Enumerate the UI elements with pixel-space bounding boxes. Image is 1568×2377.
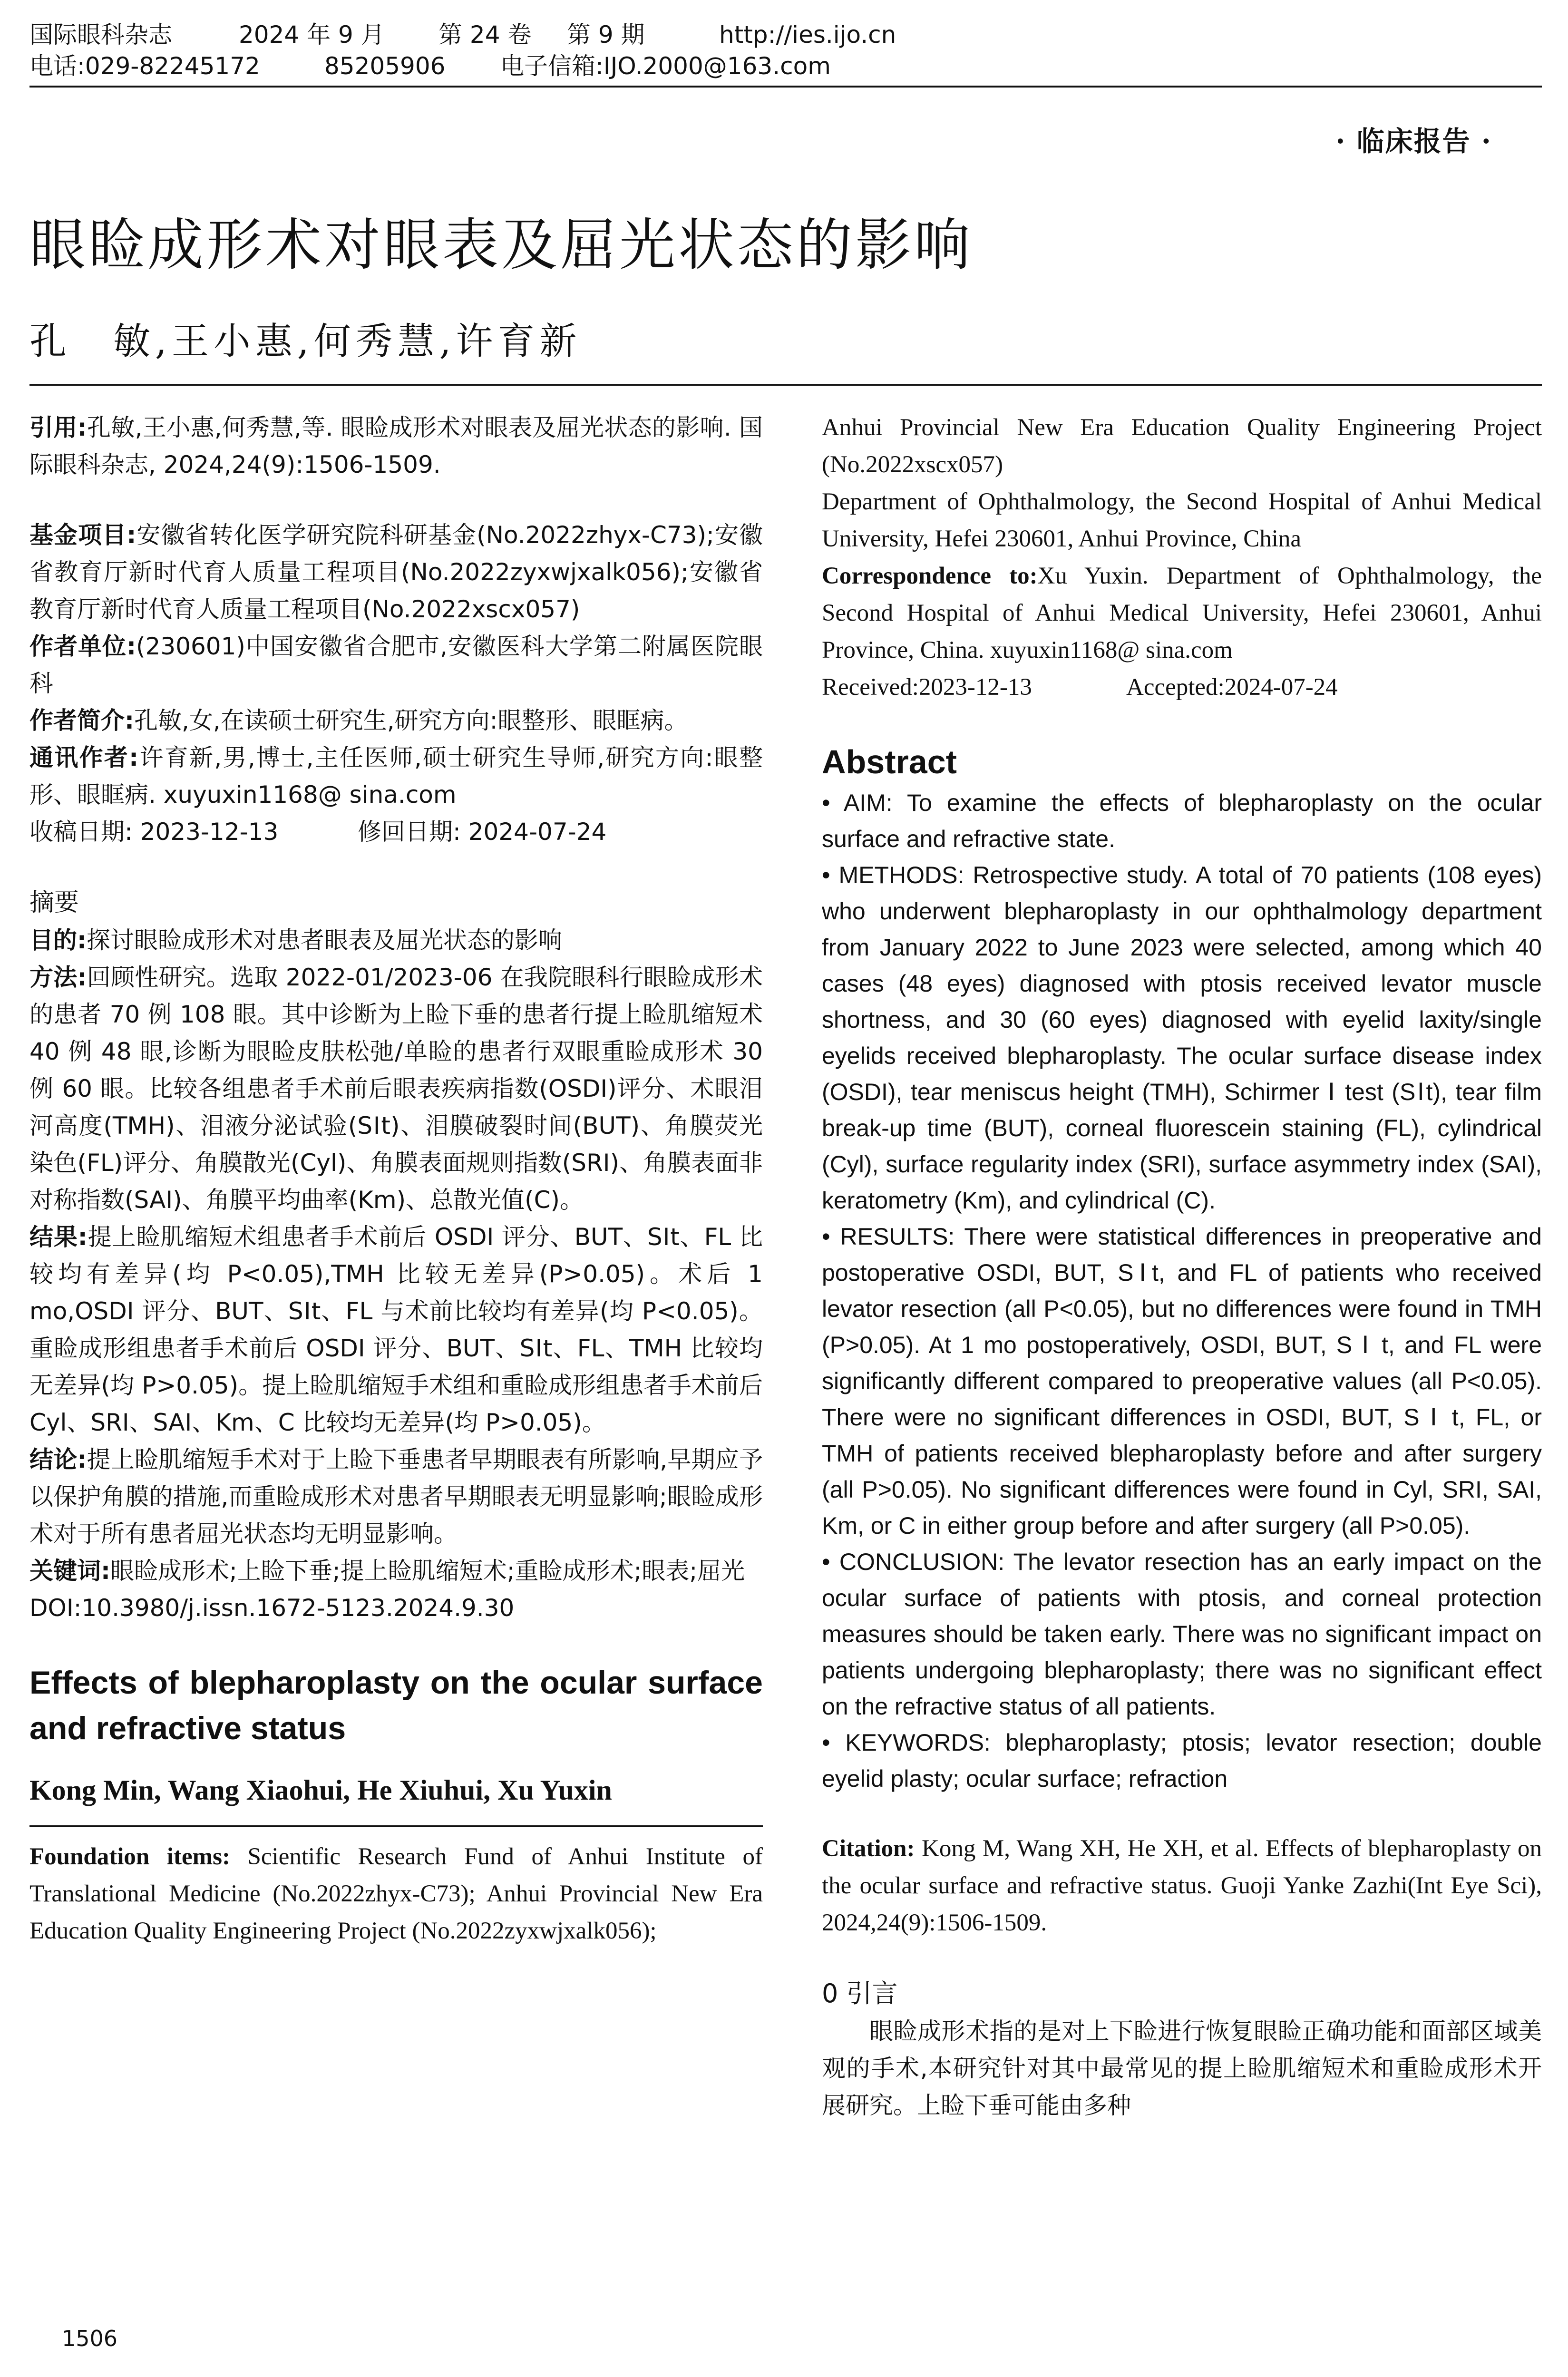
aim-en-label: • AIM:	[822, 789, 893, 816]
doi[interactable]: DOI:10.3980/j.issn.1672-5123.2024.9.30	[29, 1594, 515, 1622]
author-bio-text: 孔敏,女,在读硕士研究生,研究方向:眼整形、眼眶病。	[134, 707, 688, 734]
journal-name: 国际眼科杂志	[29, 21, 172, 49]
keywords-en	[822, 1724, 1542, 1797]
title-rule	[29, 384, 1542, 386]
conclusion-cn	[29, 1441, 763, 1552]
conclusion-cn-text: 提上睑肌缩短手术对于上睑下垂患者早期眼表有所影响,早期应予以保护角膜的措施,而重睑成形术对患者早期眼表无明显影响;眼睑成形术对于所有患者屈光状态均无明显影响。	[29, 1446, 763, 1548]
header-line-2	[29, 50, 1542, 82]
results-en	[822, 1218, 1542, 1544]
authors-chinese: 孔 敏,王小惠,何秀慧,许育新	[29, 320, 582, 363]
fund-label: 基金项目:	[29, 521, 136, 549]
citation-cn	[29, 409, 763, 483]
phone-number-2: 85205906	[324, 52, 446, 80]
affiliation-text: (230601)中国安徽省合肥市,安徽医科大学第二附属医院眼科	[29, 633, 763, 697]
methods-en-text: Retrospective study. A total of 70 patients (108 eyes) who underwent blepharoplasty in our ophthalmology department from January 2022 to June 2023 were selected, among which 40 cases (48 eyes) diagnosed with ptosis received levator muscle shortness, and 30 (60 eyes) diagnosed with eyelid laxity/single eyelids received blepharoplasty. The ocular surface disease index (OSDI), tear meniscus height (TMH), Schirmer Ⅰ test (SⅠt), tear film break-up time (BUT), corneal fluorescein staining (FL), cylindrical (Cyl), surface regularity index (SRI), surface asymmetry index (SAI), keratometry (Km), and cylindrical (C).	[822, 862, 1542, 1214]
aim-cn	[29, 922, 763, 959]
citation-cn-text: 孔敏,王小惠,何秀慧,等. 眼睑成形术对眼表及屈光状态的影响. 国际眼科杂志, 2024,24(9):1506-1509.	[29, 414, 763, 478]
phone-number: 电话:029-82245172	[29, 52, 260, 80]
accepted-date-en: Accepted:2024-07-24	[1126, 674, 1338, 701]
corresponding-author-cn	[29, 739, 763, 813]
english-authors: Kong Min, Wang Xiaohui, He Xiuhui, Xu Yuxin	[29, 1774, 612, 1806]
section-label: · 临床报告 ·	[1335, 125, 1492, 157]
received-date-cn: 收稿日期: 2023-12-13	[29, 818, 279, 846]
citation-en-label: Citation:	[822, 1835, 915, 1862]
methods-cn	[29, 959, 763, 1218]
citation-en-text: Kong M, Wang XH, He XH, et al. Effects of blepharoplasty on the ocular surface and refractive status. Guoji Yanke Zazhi(Int Eye Sci), 2024,24(9):1506-1509.	[822, 1835, 1542, 1936]
aim-cn-text: 探讨眼睑成形术对患者眼表及屈光状态的影响	[87, 926, 562, 954]
conclusion-en-text: The levator resection has an early impact on the ocular surface of patients with ptosis, and corneal protection measures should be taken early. There was no significant impact on patients undergoing blepharoplasty; there was no significant effect on the refractive status of all patients.	[822, 1549, 1542, 1720]
conclusion-en-label: • CONCLUSION:	[822, 1549, 1005, 1575]
correspondence-text: Xu Yuxin. Department of Ophthalmology, the Second Hospital of Anhui Medical University, Hefei 230601, Anhui Province, China. xuyuxin1168@ sina.com	[822, 563, 1542, 663]
methods-cn-label: 方法:	[29, 964, 87, 991]
keywords-cn	[29, 1552, 763, 1589]
foundation-continued: Anhui Provincial New Era Education Quality Engineering Project (No.2022xscx057)	[822, 414, 1542, 478]
header-line-1	[29, 19, 1542, 50]
foundation-items	[29, 1838, 763, 1949]
left-column	[29, 409, 763, 1949]
results-cn-label: 结果:	[29, 1223, 88, 1251]
methods-en-label: • METHODS:	[822, 862, 964, 888]
methods-cn-text: 回顾性研究。选取 2022-01/2023-06 在我院眼科行眼睑成形术的患者 70 例 108 眼。其中诊断为上睑下垂的患者行提上睑肌缩短术 40 例 48 眼,诊断为眼睑皮肤松弛/单睑的患者行双眼重睑成形术 30 例 60 眼。比较各组患者手术前后眼表疾病指数(OSDI)评分、术眼泪河高度(TMH)、泪液分泌试验(SⅠt)、泪膜破裂时间(BUT)、角膜荧光染色(FL)评分、角膜散光(Cyl)、角膜表面规则指数(SRI)、角膜表面非对称指数(SAI)、角膜平均曲率(Km)、总散光值(C)。	[29, 964, 763, 1214]
correspondence-label: Correspondence to:	[822, 563, 1038, 589]
citation-en	[822, 1830, 1542, 1941]
foundation-label: Foundation items:	[29, 1843, 230, 1870]
results-en-label: • RESULTS:	[822, 1223, 955, 1250]
aim-en	[822, 785, 1542, 857]
results-cn-text: 提上睑肌缩短术组患者手术前后 OSDI 评分、BUT、SⅠt、FL 比较均有差异(均 P<0.05),TMH 比较无差异(P>0.05)。术后 1 mo,OSDI 评分、BUT、SⅠt、FL 与术前比较均有差异(均 P<0.05)。重睑成形组患者手术前后 OSDI 评分、BUT、SⅠt、FL、TMH 比较均无差异(均 P>0.05)。提上睑肌缩短手术组和重睑成形组患者手术前后 Cyl、SRI、SAI、Km、C 比较均无差异(均 P>0.05)。	[29, 1223, 763, 1436]
journal-url[interactable]: http://ies.ijo.cn	[719, 21, 896, 49]
author-bio-label: 作者简介:	[29, 707, 134, 734]
journal-header	[29, 19, 1542, 82]
corr-cn-label: 通讯作者:	[29, 744, 139, 771]
conclusion-cn-label: 结论:	[29, 1446, 87, 1473]
department-info: Department of Ophthalmology, the Second Hospital of Anhui Medical University, Hefei 230601, Anhui Province, China	[822, 488, 1542, 552]
keywords-en-text: blepharoplasty; ptosis; levator resection; double eyelid plasty; ocular surface; refraction	[822, 1729, 1542, 1792]
intro-paragraph: 眼睑成形术指的是对上下睑进行恢复眼睑正确功能和面部区域美观的手术,本研究针对其中最常见的提上睑肌缩短术和重睑成形术开展研究。上睑下垂可能由多种	[822, 2017, 1542, 2119]
fund-info	[29, 516, 763, 628]
correspondence	[822, 557, 1542, 669]
english-title: Effects of blepharoplasty on the ocular surface and refractive status	[29, 1665, 763, 1746]
received-date-en: Received:2023-12-13	[822, 674, 1032, 701]
author-bio	[29, 702, 763, 739]
results-cn	[29, 1218, 763, 1441]
revised-date-cn: 修回日期: 2024-07-24	[358, 818, 607, 846]
affiliation	[29, 628, 763, 702]
header-rule	[29, 86, 1542, 88]
abstract-heading-cn: 摘要	[29, 888, 79, 917]
methods-en	[822, 857, 1542, 1218]
aim-cn-label: 目的:	[29, 926, 87, 954]
corr-cn-text: 许育新,男,博士,主任医师,硕士研究生导师,研究方向:眼整形、眼眶病. xuyuxin1168@ sina.com	[29, 744, 763, 809]
email-address[interactable]: 电子信箱:IJO.2000@163.com	[500, 52, 831, 80]
issue-number: 第 9 期	[567, 21, 645, 49]
dates-en	[822, 669, 1542, 706]
citation-cn-label: 引用:	[29, 414, 87, 441]
keywords-cn-label: 关键词:	[29, 1557, 110, 1585]
results-en-text: There were statistical differences in preoperative and postoperative OSDI, BUT, SⅠt, and FL of patients who received levator resection (all P<0.05), but no differences were found in TMH (P>0.05). At 1 mo postoperatively, OSDI, BUT, S Ⅰ t, and FL were significantly different compared to preoperative values (all P<0.05). There were no significant differences in OSDI, BUT, S Ⅰ t, FL, or TMH of patients received blepharoplasty before and after surgery (all P>0.05). No significant differences were found in Cyl, SRI, SAI, Km, or C in either group before and after surgery (all P>0.05).	[822, 1223, 1542, 1539]
volume-number: 第 24 卷	[438, 21, 532, 49]
foundation-text: Scientific Research Fund of Anhui Institute of Translational Medicine (No.2022zhyx-C73); Anhui Provincial New Era Education Quality Engineering Project (No.2022zyxwjxalk056);	[29, 1843, 763, 1944]
issue-date: 2024 年 9 月	[239, 21, 385, 49]
fund-text: 安徽省转化医学研究院科研基金(No.2022zhyx-C73);安徽省教育厅新时代育人质量工程项目(No.2022zyxwjxalk056);安徽省教育厅新时代育人质量工程项目(No.2022xscx057)	[29, 521, 763, 623]
keywords-cn-text: 眼睑成形术;上睑下垂;提上睑肌缩短术;重睑成形术;眼表;屈光	[110, 1557, 745, 1585]
abstract-heading: Abstract	[822, 743, 957, 780]
conclusion-en	[822, 1544, 1542, 1724]
aim-en-text: To examine the effects of blepharoplasty on the ocular surface and refractive state.	[822, 789, 1542, 852]
keywords-en-label: • KEYWORDS:	[822, 1729, 991, 1756]
page-number: 1506	[62, 2326, 118, 2351]
right-column	[822, 409, 1542, 2124]
dates-cn	[29, 813, 763, 850]
english-authors-rule	[29, 1825, 763, 1827]
intro-heading: 0 引言	[822, 1978, 898, 2008]
paper-title: 眼睑成形术对眼表及屈光状态的影响	[29, 212, 974, 278]
affiliation-label: 作者单位:	[29, 633, 136, 660]
